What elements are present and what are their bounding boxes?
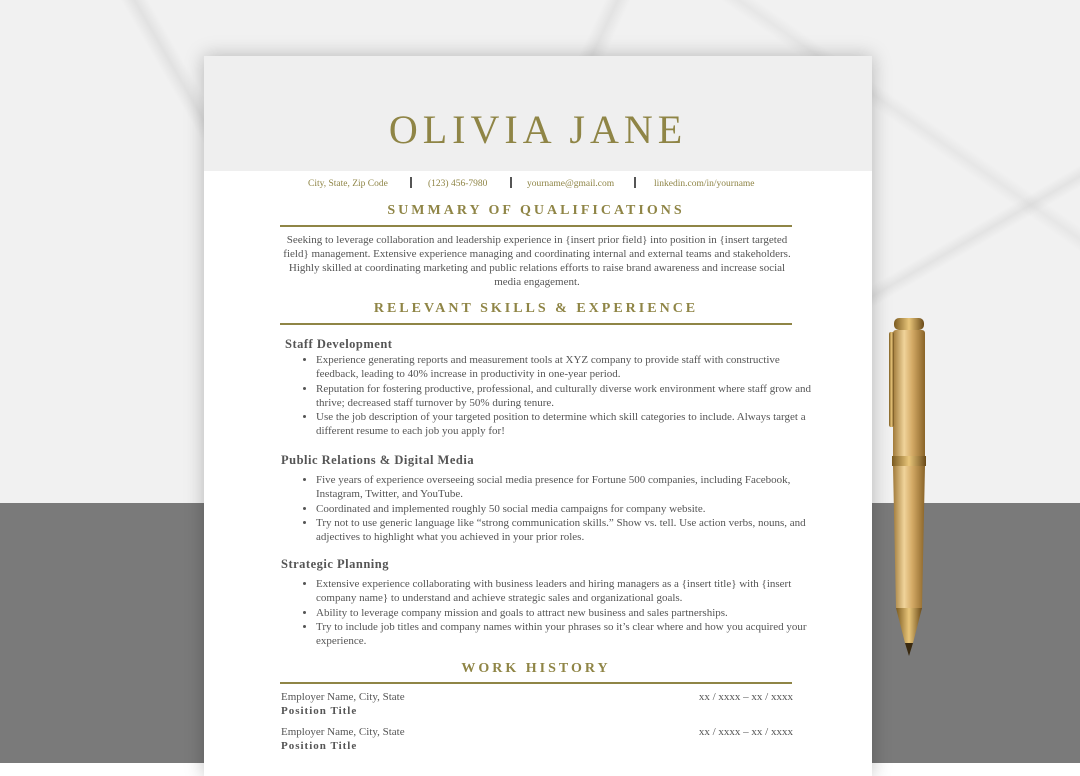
bullet-item: • Extensive experience collaborating with business leaders and hiring managers as a {insert title} with {insert company name} to understand and achieve strategic sales and organizational goals. <box>316 577 816 606</box>
bullet-item: • Try not to use generic language like “strong communication skills.” Show vs. tell. Use action verbs, nouns, and adjectives to highlight what you achieved in your prior roles. <box>316 516 816 545</box>
work-heading: WORK HISTORY <box>461 661 611 676</box>
category-bullets <box>298 473 816 544</box>
bullet-item: • Try to include job titles and company names within your phrases so it’s clear where and how you acquired your experience. <box>316 620 816 649</box>
summary-text: Seeking to leverage collaboration and leadership experience in {insert prior field} into position in {insert targeted field} management. Extensive experience managing and coordinating internal and external teams and stakeholders. Highly skilled at coordinating marketing and public relations efforts to raise brand awareness and increase social media engagement. <box>283 234 791 288</box>
work-entry <box>281 726 793 738</box>
category-title: Strategic Planning <box>281 557 389 571</box>
work-position: Position Title <box>281 740 358 752</box>
work-employer: Employer Name, City, State <box>281 691 405 703</box>
section-rule <box>280 323 792 325</box>
bullet-item: • Experience generating reports and measurement tools at XYZ company to provide staff with constructive feedback, leading to 40% increase in productivity in one-year period. <box>316 353 816 382</box>
contact-divider <box>634 177 636 188</box>
resume-name: OLIVIA JANE <box>388 107 688 152</box>
contact-divider <box>510 177 512 188</box>
contact-email: yourname@gmail.com <box>527 179 615 189</box>
work-dates: xx / xxxx – xx / xxxx <box>698 691 793 703</box>
category-title: Staff Development <box>285 337 393 351</box>
bullet-item: • Ability to leverage company mission and goals to attract new business and sales partnerships. <box>316 606 816 620</box>
contact-phone: (123) 456-7980 <box>428 179 488 189</box>
category-title: Public Relations & Digital Media <box>281 453 475 467</box>
work-employer: Employer Name, City, State <box>281 726 405 738</box>
gold-pen-icon <box>880 318 940 658</box>
work-dates: xx / xxxx – xx / xxxx <box>698 726 793 738</box>
category-bullets <box>298 353 816 439</box>
work-position: Position Title <box>281 705 358 717</box>
summary-heading: SUMMARY OF QUALIFICATIONS <box>387 203 685 218</box>
bullet-item: • Reputation for fostering productive, professional, and culturally diverse work environment where staff grow and thrive; decreased staff turnover by 50% during tenure. <box>316 382 816 411</box>
bullet-item: • Coordinated and implemented roughly 50 social media campaigns for company website. <box>316 502 816 516</box>
skills-heading: RELEVANT SKILLS & EXPERIENCE <box>373 301 699 316</box>
section-rule <box>280 225 792 227</box>
work-entry <box>281 691 793 703</box>
bullet-item: • Use the job description of your targeted position to determine which skill categories to include. Always target a different resume to each job you apply for! <box>316 410 816 439</box>
contact-divider <box>410 177 412 188</box>
category-bullets <box>298 577 816 648</box>
resume-page <box>204 56 872 776</box>
section-rule <box>280 682 792 684</box>
bullet-item: • Five years of experience overseeing social media presence for Fortune 500 companies, including Facebook, Instagram, Twitter, and YouTube. <box>316 473 816 502</box>
contact-linkedin: linkedin.com/in/yourname <box>654 179 755 189</box>
contact-location: City, State, Zip Code <box>308 179 388 189</box>
